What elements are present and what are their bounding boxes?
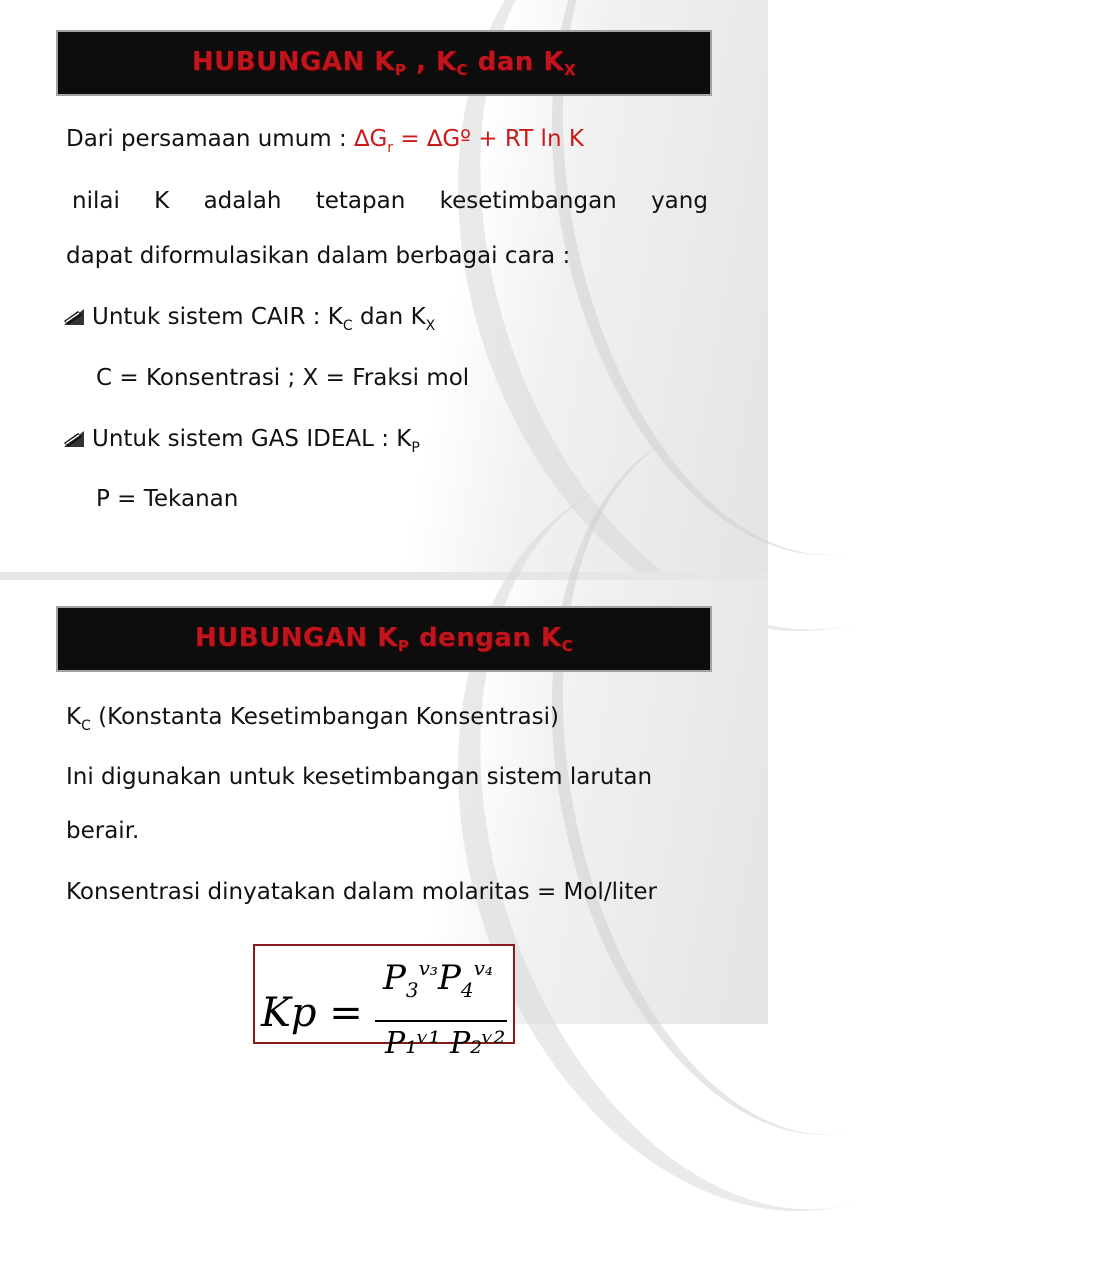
kc-definition-line: $K_C$ (Konstanta Kesetimbangan Konsentrasi)	[66, 704, 559, 734]
slide-1-title: HUBUNGAN $K_P$ , $K_C$ dan $K_X$	[191, 47, 577, 79]
gibbs-equation: $\Delta G_r$ = ∆Gº + RT ln K	[354, 126, 584, 156]
formula-lhs: Kp =	[261, 990, 363, 1036]
slide-2	[0, 580, 768, 1061]
formula-numerator: $P_3^{v_3}P_4^{v_4}$	[383, 956, 493, 1002]
usage-line-continued: berair.	[66, 818, 140, 844]
pencil-bullet-icon	[64, 309, 84, 325]
paragraph-line-1: nilai K adalah tetapan kesetimbangan yang	[72, 188, 708, 214]
gas-system-definition: P = Tekanan	[96, 486, 239, 512]
bullet-ideal-gas-system: Untuk sistem GAS IDEAL : $K_P$	[64, 424, 708, 454]
liquid-system-definition: C = Konsentrasi ; X = Fraksi mol	[96, 365, 470, 391]
usage-line: Ini digunakan untuk kesetimbangan sistem larutan	[66, 764, 653, 790]
fraction-bar	[375, 1020, 507, 1022]
bullet-liquid-system: Untuk sistem CAIR : $K_C$ dan $K_X$	[64, 302, 708, 332]
general-equation-line: Dari persamaan umum : $\Delta G_r$ = ∆Gº + RT ln K	[66, 126, 584, 156]
slide-2-title: HUBUNGAN $K_P$ dengan $K_C$	[194, 623, 574, 655]
pencil-bullet-icon	[64, 431, 84, 447]
formula-denominator: P₁ᵛ¹ P₂ᵛ²	[385, 1026, 506, 1061]
concentration-line: Konsentrasi dinyatakan dalam molaritas = Mol/liter	[66, 879, 657, 905]
kp-formula-box	[253, 944, 515, 1061]
paragraph-line-2: dapat diformulasikan dalam berbagai cara :	[66, 243, 571, 269]
slide-1-title-bar	[56, 30, 712, 96]
slide-2-title-bar	[56, 606, 712, 672]
